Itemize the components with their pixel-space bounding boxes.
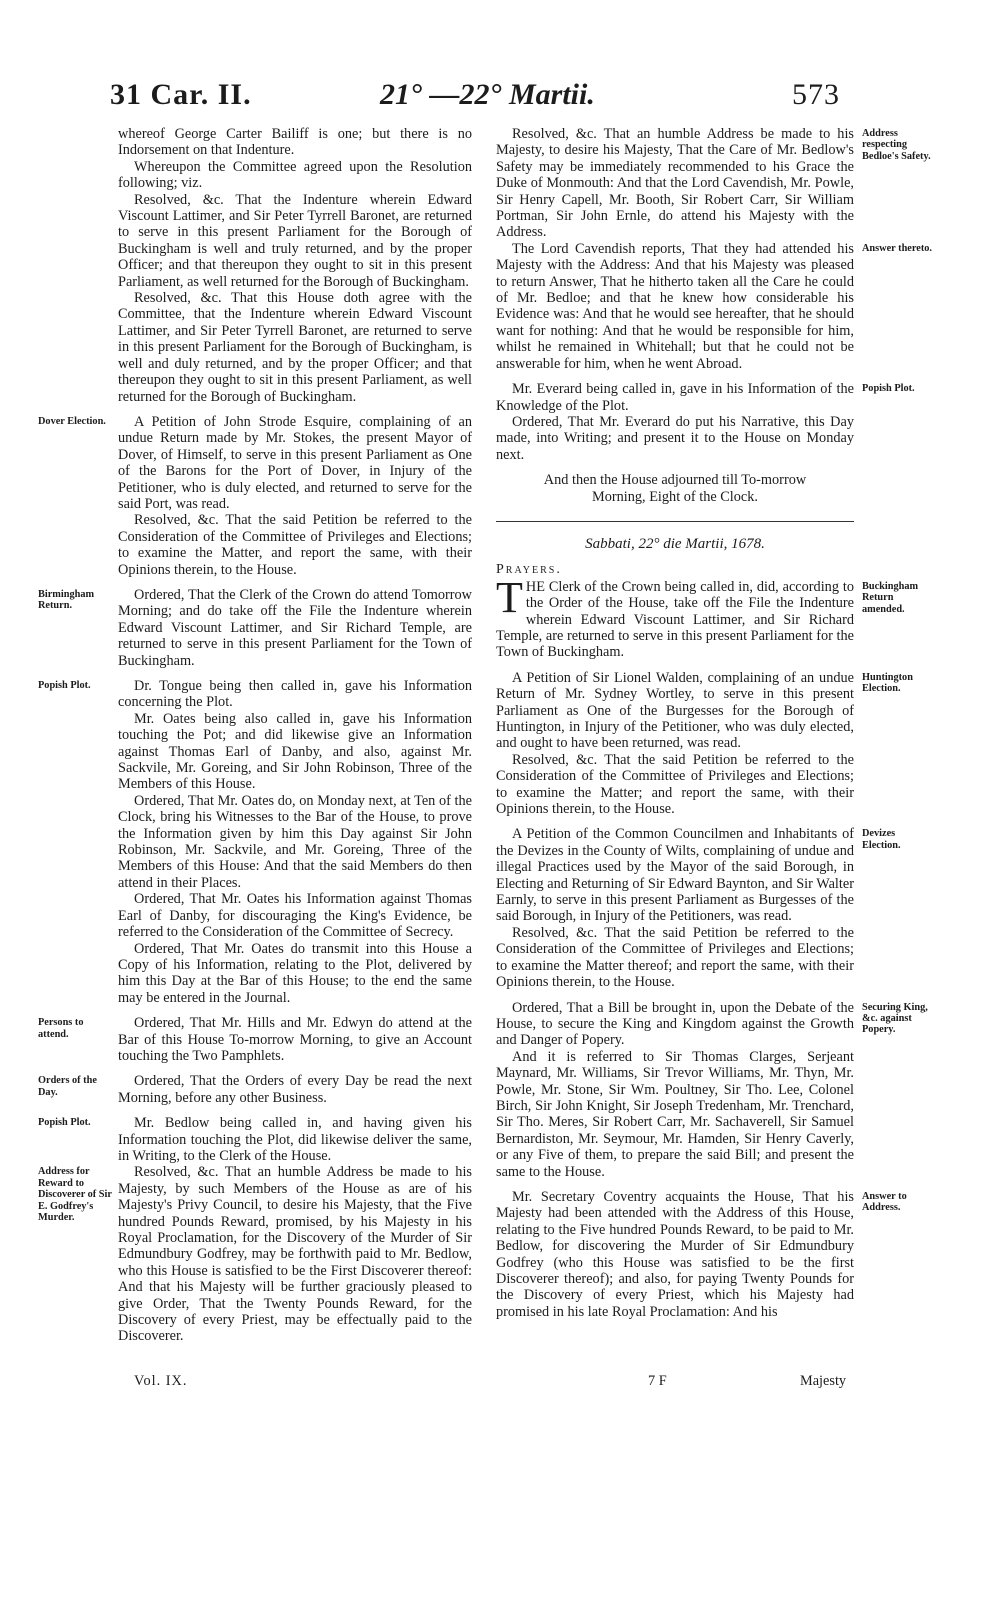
prayers-heading: Prayers. [496, 562, 562, 578]
paragraph: Mr. Bedlow being called in, and having given his Information touching the Plot, did likewise deliver the same, in Writing, to the Clerk of the House. [118, 1115, 472, 1164]
catchword: Majesty [800, 1373, 847, 1389]
entry-address-for-reward [38, 1164, 472, 1345]
paragraph: Ordered, That Mr. Oates his Information against Thomas Earl of Danby, for discouraging the King's Evidence, be referred to the Consideration of the Committee of Secrecy. [118, 891, 472, 941]
paragraph: Resolved, &c. That an humble Address be made to his Majesty, to desire his Majesty, That the Care of Mr. Bedlow's Safety may be immediately recommended to his Grace the Duke of Monmouth: And that the Lord Cavendish, Mr. Powle, Sir Henry Capell, Mr. Booth, Sir Robert Carr, Sir William Portman, Sir John Ernle, do attend his Majesty with the Address. [496, 126, 854, 241]
paragraph: Ordered, That Mr. Everard do put his Narrative, this Day made, into Writing; and present it to the House on Monday next. [496, 413, 854, 463]
paragraph: A Petition of Sir Lionel Walden, complaining of an undue Return of Mr. Sydney Wortley, to serve in this present Parliament as One of the Burgesses for the Borough of Huntington, in Injury of the Petitioner, who was duly elected, and ought to have been returned, was read. [496, 669, 854, 752]
paragraph: Mr. Everard being called in, gave in his Information of the Knowledge of the Plot. [496, 381, 854, 414]
paragraph: Ordered, That Mr. Oates do, on Monday next, at Ten of the Clock, bring his Witnesses to the Bar of the House, to prove the Information given by him this Day against Sir John Robinson, Mr. Sackvile, and Mr. Goreing, Three of the Members of this House: And that the said Members do then attend in their Places. [118, 792, 472, 891]
paragraph: Mr. Oates being also called in, gave his Information touching the Pot; and did likewise give an Information against Thomas Earl of Danby, and also, against Mr. Sackvile, Mr. Goreing, and Sir John Robinson, Three of the Members of this House. [118, 710, 472, 793]
adjournment-note: And then the House adjourned till To-morrow Morning, Eight of the Clock. [543, 472, 807, 505]
paragraph: And it is referred to Sir Thomas Clarges, Serjeant Maynard, Mr. Williams, Sir Trevor Williams, Mr. Thyn, Mr. Powle, Mr. Stone, Sir Wm. Poultney, Sir Tho. Lee, Colonel Birch, Sir John Knight, Sir Joseph Tredenham, Mr. Trenchard, Sir Tho. Meres, Sir Robert Carr, Mr. Sachaverell, Sir Samuel Bernardiston, Mr. Seymour, Mr. Hamden, Sir Henry Caverly, or any Five of them, to prepare the said Bill; and present the same to the House. [496, 1048, 854, 1180]
right-column [496, 126, 932, 1320]
margin-note: Address respecting Bedloe's Safety. [862, 128, 931, 162]
margin-note: Dover Election. [38, 415, 106, 427]
entry-huntington-election [496, 669, 913, 818]
entry-popish-plot-bedlow [38, 1115, 472, 1164]
margin-note: Orders of the Day. [38, 1075, 97, 1098]
margin-note: Buckingham Return amended. [862, 580, 919, 615]
paragraph: The Lord Cavendish reports, That they had attended his Majesty with the Address: And that his Majesty was pleased to return Answer, That he hitherto taken all the Care he could of Mr. Bedloe; and that he knew how considerable his Evidence was: And that he would see hereafter, that he should want for nothing: And that he would be responsible for him, whilst he remained in Whitehall; but that he could not be answerable for him, when he went Abroad. [496, 240, 854, 372]
entry-persons-to-attend [38, 1015, 472, 1064]
running-header [110, 78, 840, 118]
paragraph: Ordered, That the Orders of every Day be read the next Morning, before any other Business. [118, 1073, 472, 1106]
paragraph: Resolved, &c. That the said Petition be referred to the Consideration of the Committee of Privileges and Elections; to examine the Matter, and report the same, with their Opinions therein, to the House. [118, 512, 472, 578]
margin-note: Answer thereto. [862, 242, 932, 254]
entry-devizes-election [496, 826, 901, 991]
signature-mark: 7 F [648, 1373, 667, 1389]
margin-note: Popish Plot. [38, 1117, 91, 1129]
paragraph: Mr. Secretary Coventry acquaints the House, That his Majesty had been attended with the Address of this House, relating to the Five hundred Pounds Reward, to be paid to Mr. Bedlow, for discovering the Murder of Sir Edmundbury Godfrey (who this House was satisfied to be the first Discoverer thereof); and also, for paying Twenty Pounds for the Discovery of every Priest, which his Majesty had promised in his late Royal Proclamation: And his [496, 1188, 854, 1320]
paragraph: Resolved, &c. That this House doth agree with the Committee, that the Indenture wherein Edward Viscount Lattimer, and Sir Peter Tyrrell Baronet, are returned to serve in this present Parliament for the Borough of Buckingham, is well and duly returned, and by the proper Officer; and that thereupon they ought to sit in this present Parliament, as well returned for the Borough of Buckingham. [118, 290, 472, 405]
margin-note: Answer to Address. [862, 1190, 907, 1214]
margin-note: Securing King, &c. against Popery. [862, 1001, 928, 1036]
paragraph: HE Clerk of the Crown being called in, did, according to the Order of the House, take off the File the Indenture wherein Edward Viscount Lattimer, and Sir Richard Temple, are returned to serve in this present Parliament for the Town of Buckingham. [496, 578, 854, 661]
entry-orders-of-the-day [38, 1073, 472, 1106]
paragraph: A Petition of John Strode Esquire, complaining of an undue Return made by Mr. Stokes, the present Mayor of Dover, of Himself, to serve in this present Parliament as One of the Barons for the Port of Dover, in Injury of the Petitioner, who is duly elected, and returned to serve for the said Port, was read. [118, 413, 472, 512]
paragraph: Resolved, &c. That an humble Address be made to his Majesty, by such Members of the House as are of his Majesty's Privy Council, to desire his Majesty, that the Five hundred Pounds Reward, promised, by his Majesty in his Royal Proclamation, for the Discovery of the Murder of Sir Edmundbury Godfrey, may be forthwith paid to Mr. Bedlow, who this House is satisfied to be the First Discoverer thereof: And that his Majesty will be further graciously pleased to give Order, That the Twenty Pounds Reward, for the Discovery of every Priest, may be effectually paid to the Discoverer. [118, 1164, 472, 1345]
entry-securing-king [496, 999, 928, 1180]
paragraph: Resolved, &c. That the said Petition be referred to the Consideration of the Committee of Privileges and Elections; to examine the Matter; and report the same, with their Opinions therein, to the House. [496, 751, 854, 818]
date-heading: Sabbati, 22° die Martii, 1678. [585, 535, 765, 552]
paragraph: Ordered, That the Clerk of the Crown do attend Tomorrow Morning; and do take off the File the Indenture wherein Edward Viscount Lattimer, and Sir Richard Temple, are returned to serve in this present Parliament for the Town of Buckingham. [118, 586, 472, 669]
margin-note: Persons to attend. [38, 1017, 84, 1040]
margin-note: Address for Reward to Discoverer of Sir E. Godfrey's Murder. [38, 1166, 112, 1223]
paragraph: Whereupon the Committee agreed upon the Resolution following; viz. [118, 158, 472, 192]
header-date: 21° —22° Martii. [380, 78, 595, 111]
entry-dover-election [38, 413, 472, 578]
paragraph: Ordered, That Mr. Oates do transmit into this House a Copy of his Information, relating to the Plot, delivered by him this Day at the Bar of this House; to the end the same may be entered in the Journal. [118, 940, 472, 1006]
margin-note: Huntington Election. [862, 671, 913, 695]
paragraph: whereof George Carter Bailiff is one; but there is no Indorsement on that Indenture. [118, 126, 472, 159]
drop-cap: T [496, 572, 523, 622]
paragraph: Ordered, That a Bill be brought in, upon the Debate of the House, to secure the King and Kingdom against the Growth and Danger of Popery. [496, 999, 854, 1049]
margin-note: Popish Plot. [862, 383, 915, 395]
entry-popish-plot-everard [496, 381, 915, 463]
page-number: 573 [792, 78, 840, 111]
entry-answer-to-address [496, 1188, 907, 1320]
header-regnal-year: 31 Car. II. [110, 78, 252, 111]
entry-bedloe-safety [496, 126, 931, 241]
volume-footer: Vol. IX. [134, 1373, 188, 1389]
entry-popish-plot [38, 678, 472, 1006]
section-divider [496, 521, 854, 522]
paragraph: Ordered, That Mr. Hills and Mr. Edwyn do attend at the Bar of this House To-morrow Morning, to give an Account touching the Two Pamphlets. [118, 1015, 472, 1064]
left-column [38, 126, 472, 1345]
margin-note: Devizes Election. [862, 828, 901, 851]
margin-note: Popish Plot. [38, 680, 91, 691]
entry-birmingham-return [38, 586, 472, 669]
paragraph: Dr. Tongue being then called in, gave his Information concerning the Plot. [118, 678, 472, 711]
entry-buckingham-return [496, 572, 919, 661]
paragraph: Resolved, &c. That the Indenture wherein Edward Viscount Lattimer, and Sir Peter Tyrrell Baronet, are returned to serve in this present Parliament for the Borough of Buckingham is well and truly returned, and by the proper Officer; and that thereupon they ought to sit in this present Parliament, as well returned for the Borough of Buckingham. [118, 191, 472, 290]
margin-note: Birmingham Return. [38, 588, 95, 612]
paragraph: Resolved, &c. That the said Petition be referred to the Consideration of the Committee of Privileges and Elections; to examine the Matter thereof; and report the same, with their Opinions therein, to the House. [496, 924, 854, 991]
entry-answer-thereto [496, 240, 932, 372]
paragraph: A Petition of the Common Councilmen and Inhabitants of the Devizes in the County of Wilts, complaining of undue and illegal Practices used by the Mayor of the said Borough, in Electing and Returning of Sir Edward Baynton, and Sir Walter Earnly, to serve in this present Parliament as Burgesses of the said Borough, in Injury of the Petitioners, was read. [496, 826, 854, 925]
